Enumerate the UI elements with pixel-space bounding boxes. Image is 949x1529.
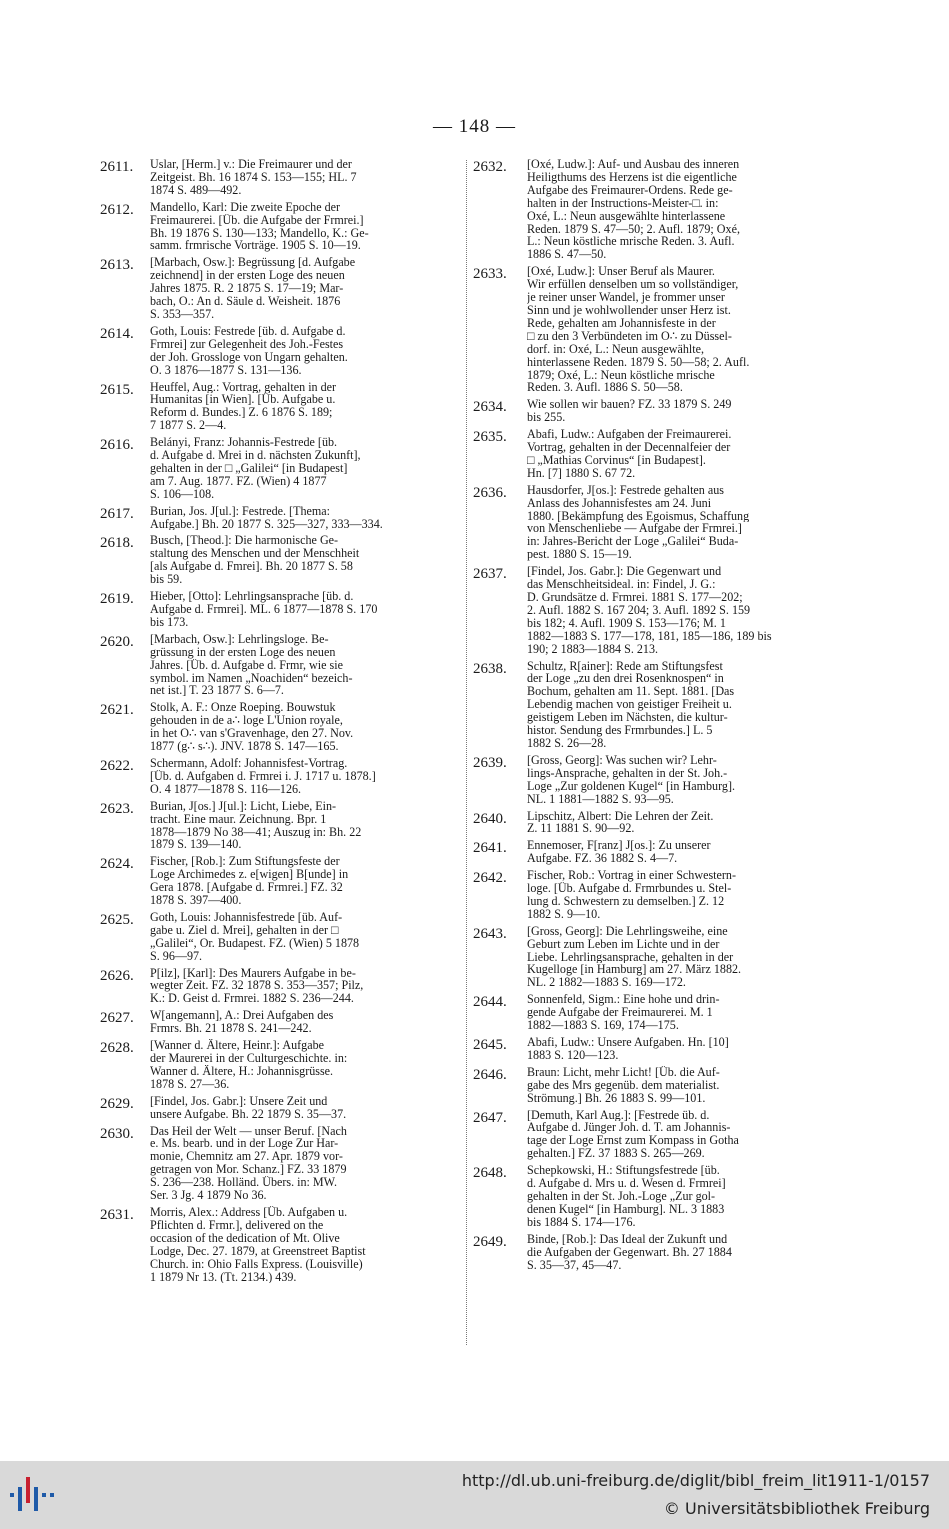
- entry-number: 2636.: [473, 484, 507, 501]
- entry-line: staltung des Menschen und der Menschheit: [150, 547, 360, 561]
- entry-text: [150, 800, 460, 852]
- entry-number: 2622.: [100, 757, 134, 774]
- entry-line: Abafi, Ludw.: Unsere Aufgaben. Hn. [10]: [527, 1036, 729, 1049]
- entry-number: 2646.: [473, 1066, 507, 1083]
- entry-line: 1878 S. 397—400.: [150, 894, 242, 907]
- entry-line: gabe des Mrs gegenüb. dem materialist.: [527, 1078, 720, 1092]
- entry-line: in: Jahres-Bericht der Loge „Galilei“ Buda-: [527, 535, 739, 549]
- entry-line: [Findel, Jos. Gabr.]: Die Gegenwart und: [527, 565, 722, 579]
- source-url-link[interactable]: http://dl.ub.uni-freiburg.de/diglit/bibl_freim_lit1911-1/0157: [461, 1471, 930, 1490]
- right-column: [473, 158, 845, 1271]
- entry-line: Humanitas [in Wien]. [Üb. Aufgabe u.: [150, 393, 336, 407]
- entry-line: der Joh. Grossloge von Ungarn gehalten.: [150, 350, 348, 364]
- entry-line: 1878 S. 27—36.: [150, 1077, 230, 1091]
- entry-line: D. Grundsätze d. Frmrei. 1881 S. 177—202;: [527, 591, 743, 604]
- entry-line: S. 106—108.: [150, 487, 215, 501]
- entry-line: [Marbach, Osw.]: Lehrlingsloge. Be-: [150, 632, 329, 646]
- entry-number: 2639.: [473, 754, 507, 771]
- entry-number: 2611.: [100, 159, 134, 175]
- entry-line: dorf. in: Oxé, L.: Neun ausgewählte,: [527, 342, 704, 356]
- entry-line: S. 236—238. Holländ. Übers. in: MW.: [150, 1176, 338, 1190]
- bibliography-entry: [100, 436, 460, 501]
- entry-number: 2644.: [473, 994, 507, 1011]
- entry-text: [150, 633, 460, 698]
- bibliography-entry: [473, 1164, 845, 1229]
- bibliography-entry: [100, 1009, 460, 1035]
- entry-line: Loge „Zur goldenen Kugel“ [in Hamburg].: [527, 779, 735, 793]
- entry-line: Reden. 3. Aufl. 1886 S. 50—58.: [527, 381, 683, 395]
- entry-line: tage der Loge Ernst zum Kompass in Gotha: [527, 1134, 739, 1148]
- entry-line: pest. 1880 S. 15—19.: [527, 548, 632, 562]
- entry-number: 2619.: [100, 591, 134, 608]
- entry-line: Bochum, gehalten am 11. Sept. 1881. [Das: [527, 685, 735, 699]
- entry-line: Schultz, R[ainer]: Rede am Stiftungsfest: [527, 659, 723, 673]
- entry-text: [150, 534, 460, 586]
- entry-line: W[angemann], A.: Drei Aufgaben des: [150, 1009, 334, 1023]
- entry-line: [Findel, Jos. Gabr.]: Unsere Zeit und: [150, 1094, 328, 1108]
- entry-number: 2633.: [473, 266, 507, 283]
- entry-text: [150, 505, 460, 531]
- entry-number: 2625.: [100, 911, 134, 928]
- entry-line: gehalten.] FZ. 37 1883 S. 265—269.: [527, 1147, 705, 1161]
- bibliography-entry: [100, 1039, 460, 1091]
- bibliography-entry: [473, 1036, 845, 1062]
- bibliography-entry: [473, 158, 845, 261]
- entry-line: occasion of the dedication of Mt. Olive: [150, 1231, 340, 1245]
- entry-line: wegter Zeit. FZ. 32 1878 S. 353—357; Pilz,: [150, 979, 364, 993]
- entry-text: [150, 911, 460, 963]
- entry-line: O. 3 1876—1877 S. 131—136.: [150, 363, 302, 377]
- entry-line: S. 96—97.: [150, 949, 203, 963]
- entry-number: 2614.: [100, 325, 134, 342]
- entry-number: 2643.: [473, 925, 507, 942]
- entry-line: samm. frmrische Vorträge. 1905 S. 10—19.: [150, 239, 361, 253]
- entry-line: von Menschenliebe — Aufgabe der Frmrei.]: [527, 522, 742, 536]
- entry-text: [150, 1125, 460, 1202]
- bibliography-entry: [100, 1095, 460, 1121]
- entry-number: 2642.: [473, 870, 507, 887]
- entry-line: bis 173.: [150, 615, 189, 629]
- entry-text: [150, 381, 460, 433]
- entry-line: d. Aufgabe d. Mrs u. d. Wesen d. Frmrei]: [527, 1177, 726, 1190]
- bibliography-entry: [100, 633, 460, 698]
- entry-line: Strömung.] Bh. 26 1883 S. 99—101.: [527, 1091, 706, 1105]
- entry-line: monie, Chemnitz am 27. Apr. 1879 vor-: [150, 1150, 343, 1164]
- entry-line: bis 59.: [150, 573, 183, 587]
- entry-number: 2635.: [473, 429, 507, 446]
- entry-number: 2629.: [100, 1095, 134, 1112]
- entry-line: Frmrs. Bh. 21 1878 S. 241—242.: [150, 1022, 312, 1036]
- entry-line: 1878—1879 No 38—41; Auszug in: Bh. 22: [150, 825, 362, 839]
- entry-line: Morris, Alex.: Address [Üb. Aufgaben u.: [150, 1205, 348, 1219]
- entry-text: [527, 1109, 845, 1161]
- entry-text: [527, 158, 845, 261]
- entry-line: die Aufgaben der Gegenwart. Bh. 27 1884: [527, 1245, 732, 1259]
- bibliography-entry: [100, 325, 460, 377]
- entry-line: Oxé, L.: Neun ausgewählte hinterlassene: [527, 209, 726, 223]
- entry-line: hinterlassene Reden. 1879 S. 50—58; 2. Aufl.: [527, 355, 750, 369]
- entry-line: je reiner unser Wandel, je frommer unser: [527, 291, 725, 304]
- entry-text: [527, 1036, 845, 1062]
- entry-text: [150, 1039, 460, 1091]
- bibliography-entry: [473, 869, 845, 921]
- entry-text: [150, 436, 460, 501]
- entry-line: 1882—1883 S. 177—178, 181, 185—186, 189 bis: [527, 629, 772, 643]
- bibliography-entry: [473, 265, 845, 394]
- entry-line: [Marbach, Osw.]: Begrüssung [d. Aufgabe: [150, 256, 356, 270]
- entry-number: 2620.: [100, 633, 134, 650]
- bibliography-entry: [100, 381, 460, 433]
- entry-line: [Gross, Georg]: Die Lehrlingsweihe, eine: [527, 924, 728, 938]
- entry-line: Goth, Louis: Festrede [üb. d. Aufgabe d.: [150, 324, 346, 338]
- entry-line: Wanner d. Ältere, H.: Johannisgrüsse.: [150, 1064, 334, 1078]
- entry-text: [527, 265, 845, 394]
- bibliography-entry: [100, 256, 460, 321]
- entry-line: halten in der Instructions-Meister-□. in:: [527, 196, 719, 210]
- entry-line: 1 1879 Nr 13. (Tt. 2134.) 439.: [150, 1270, 297, 1284]
- entry-line: Fischer, Rob.: Vortrag in einer Schwestern-: [527, 869, 736, 883]
- entry-line: [Gross, Georg]: Was suchen wir? Lehr-: [527, 753, 717, 767]
- entry-line: Aufgabe d. Frmrei]. ML. 6 1877—1878 S. 170: [150, 603, 378, 616]
- entry-line: Burian, Jos. J[ul.]: Festrede. [Thema:: [150, 504, 331, 518]
- bibliography-entry: [100, 1206, 460, 1283]
- entry-number: 2618.: [100, 535, 134, 552]
- bibliography-entry: [100, 1125, 460, 1202]
- bibliography-entry: [100, 911, 460, 963]
- entry-line: Anlass des Johannisfestes am 24. Juni: [527, 496, 712, 510]
- entry-text: [150, 590, 460, 629]
- entry-line: Lipschitz, Albert: Die Lehren der Zeit.: [527, 809, 714, 823]
- entry-line: Uslar, [Herm.] v.: Die Freimaurer und der: [150, 158, 352, 171]
- entry-line: lung d. Schwestern zu demselben.] Z. 12: [527, 894, 725, 908]
- entry-number: 2626.: [100, 967, 134, 984]
- entry-line: 1879 S. 139—140.: [150, 838, 242, 852]
- entry-line: bach, O.: An d. Säule d. Weisheit. 1876: [150, 295, 341, 308]
- entry-text: [150, 256, 460, 321]
- bibliography-entry: [100, 505, 460, 531]
- entry-line: 1877 (g∴ s∴). JNV. 1878 S. 147—165.: [150, 740, 339, 753]
- entry-line: symbol. im Namen „Noachiden“ bezeich-: [150, 671, 353, 685]
- entry-line: lings-Ansprache, gehalten in der St. Joh.-: [527, 766, 728, 780]
- entry-number: 2640.: [473, 810, 507, 827]
- entry-line: [Oxé, Ludw.]: Unser Beruf als Maurer.: [527, 265, 715, 279]
- entry-line: gehouden in de a∴ loge L'Union royale,: [150, 714, 343, 728]
- entry-text: [527, 565, 845, 655]
- ub-freiburg-logo-icon[interactable]: [8, 1473, 58, 1517]
- entry-text: [150, 967, 460, 1006]
- left-column: [100, 158, 460, 1283]
- bibliography-entry: [473, 484, 845, 561]
- entry-line: in het O∴ van s'Gravenhage, den 27. Nov.: [150, 727, 354, 741]
- bibliography-entry: [100, 701, 460, 753]
- entry-line: 1874 S. 489—492.: [150, 183, 242, 197]
- entry-text: [527, 1164, 845, 1229]
- entry-line: Kugelloge [in Hamburg] am 27. März 1882.: [527, 963, 742, 977]
- entry-line: 1882 S. 9—10.: [527, 907, 601, 921]
- entry-number: 2612.: [100, 201, 134, 218]
- entry-line: net ist.] T. 23 1877 S. 6—7.: [150, 684, 284, 698]
- entry-line: Ennemoser, F[ranz] J[os.]: Zu unserer: [527, 839, 711, 853]
- entry-text: [527, 993, 845, 1032]
- bibliography-entry: [100, 534, 460, 586]
- entry-number: 2616.: [100, 437, 134, 454]
- entry-line: 7 1877 S. 2—4.: [150, 419, 227, 433]
- entry-number: 2641.: [473, 840, 507, 857]
- entry-line: Heuffel, Aug.: Vortrag, gehalten in der: [150, 380, 337, 394]
- entry-line: „Galilei“, Or. Budapest. FZ. (Wien) 5 1878: [150, 936, 360, 950]
- entry-line: geistigem Leben im Nächsten, die kultur-: [527, 711, 728, 725]
- entry-line: Loge Archimedes z. e[wigen] B[unde] in: [150, 868, 349, 882]
- entry-line: bis 1884 S. 174—176.: [527, 1215, 636, 1229]
- entry-line: Aufgabe. FZ. 36 1882 S. 4—7.: [527, 852, 678, 866]
- entry-line: Gera 1878. [Aufgabe d. Frmrei.] FZ. 32: [150, 881, 343, 895]
- bibliography-entry: [473, 1109, 845, 1161]
- entry-number: 2632.: [473, 159, 507, 175]
- entry-line: Heiligthums des Herzens ist die eigentliche: [527, 170, 737, 184]
- entry-line: Busch, [Theod.]: Die harmonische Ge-: [150, 534, 339, 548]
- entry-line: 1886 S. 47—50.: [527, 248, 607, 262]
- entry-text: [150, 1095, 460, 1121]
- entry-line: Das Heil der Welt — unser Beruf. [Nach: [150, 1124, 347, 1138]
- entry-line: 1879; Oxé, L.: Neun köstliche mrische: [527, 368, 715, 382]
- entry-line: grüssung in der ersten Loge des neuen: [150, 645, 336, 659]
- entry-text: [150, 1009, 460, 1035]
- entry-line: Zeitgeist. Bh. 16 1874 S. 153—155; HL. 7: [150, 170, 357, 184]
- entry-line: Hausdorfer, J[os.]: Festrede gehalten aus: [527, 483, 724, 497]
- bibliography-entry: [100, 967, 460, 1006]
- entry-text: [527, 869, 845, 921]
- entry-text: [527, 925, 845, 990]
- entry-number: 2615.: [100, 381, 134, 398]
- bibliography-entry: [100, 855, 460, 907]
- entry-text: [150, 325, 460, 377]
- entry-text: [527, 839, 845, 865]
- entry-line: das Menschheitsideal. in: Findel, J. G.:: [527, 578, 716, 591]
- bibliography-entry: [473, 839, 845, 865]
- entry-line: der Loge „zu den drei Rosenknospen“ in: [527, 672, 724, 686]
- entry-line: am 7. Aug. 1877. FZ. (Wien) 4 1877: [150, 474, 327, 488]
- entry-text: [527, 810, 845, 836]
- entry-line: Frmrei] zur Gelegenheit des Joh.-Festes: [150, 337, 344, 351]
- entry-number: 2648.: [473, 1165, 507, 1182]
- bibliography-entry: [473, 1066, 845, 1105]
- bibliography-entry: [100, 201, 460, 253]
- entry-number: 2624.: [100, 856, 134, 873]
- entry-line: Wie sollen wir bauen? FZ. 33 1879 S. 249: [527, 398, 732, 412]
- entry-line: Pflichten d. Frmr.], delivered on the: [150, 1218, 324, 1232]
- entry-line: Abafi, Ludw.: Aufgaben der Freimaurerei.: [527, 428, 732, 442]
- entry-line: loge. [Üb. Aufgabe d. Frmrbundes u. Stel-: [527, 882, 732, 895]
- entry-line: Jahres. [Üb. d. Aufgabe d. Frmr, wie sie: [150, 658, 343, 672]
- entry-number: 2645.: [473, 1037, 507, 1053]
- entry-line: [Wanner d. Ältere, Heinr.]: Aufgabe: [150, 1039, 324, 1052]
- entry-text: [527, 660, 845, 750]
- entry-number: 2621.: [100, 702, 134, 719]
- column-divider: [466, 160, 467, 1345]
- bibliography-entry: [473, 754, 845, 806]
- entry-number: 2627.: [100, 1010, 134, 1027]
- entry-line: Hn. [7] 1880 S. 67 72.: [527, 466, 636, 480]
- bibliography-entry: [473, 660, 845, 750]
- entry-line: □ „Mathias Corvinus“ [in Budapest].: [527, 453, 706, 467]
- entry-line: d. Aufgabe d. Mrei in d. nächsten Zukunft],: [150, 449, 361, 462]
- entry-line: [als Aufgabe d. Fmrei]. Bh. 20 1877 S. 58: [150, 560, 353, 574]
- entry-line: gehalten in der St. Joh.-Loge „Zur gol-: [527, 1189, 716, 1203]
- entry-number: 2623.: [100, 800, 134, 817]
- entry-line: Rede, gehalten am Johannisfeste in der: [527, 316, 716, 330]
- entry-line: Goth, Louis: Johannisfestrede [üb. Auf-: [150, 910, 343, 924]
- entry-line: zeichnend] in der ersten Loge des neuen: [150, 269, 345, 283]
- entry-line: denen Kugel“ [in Hamburg]. NL. 3 1883: [527, 1202, 725, 1216]
- entry-line: [Oxé, Ludw.]: Auf- und Ausbau des inneren: [527, 158, 740, 171]
- entry-line: bis 255.: [527, 411, 566, 425]
- entry-text: [527, 1233, 845, 1272]
- entry-line: S. 353—357.: [150, 307, 215, 321]
- bibliography-entry: [100, 590, 460, 629]
- entry-line: tracht. Eine maur. Zeichnung. Bpr. 1: [150, 812, 327, 826]
- entry-line: Reform d. Bundes.] Z. 6 1876 S. 189;: [150, 406, 333, 420]
- entry-line: histor. Sendung des Frmrbundes.] L. 5: [527, 724, 713, 737]
- entry-text: [150, 701, 460, 753]
- entry-line: NL. 2 1882—1883 S. 169—172.: [527, 976, 686, 990]
- entry-text: [527, 398, 845, 424]
- entry-line: Ser. 3 Jg. 4 1879 No 36.: [150, 1189, 267, 1202]
- entry-line: 1882—1883 S. 169, 174—175.: [527, 1019, 679, 1032]
- entry-line: e. Ms. bearb. und in der Loge Zur Har-: [150, 1137, 339, 1151]
- entry-line: □ zu den 3 Verbündeten im O∴ zu Düssel-: [527, 329, 732, 343]
- entry-line: Wir erfüllen denselben um so vollständiger,: [527, 278, 739, 292]
- bibliography-entry: [100, 158, 460, 197]
- entry-line: getragen von Mor. Schanz.] FZ. 33 1879: [150, 1163, 347, 1177]
- entry-line: gehalten in der □ „Galilei“ [in Budapest]: [150, 461, 348, 475]
- entry-number: 2637.: [473, 566, 507, 583]
- entry-line: Binde, [Rob.]: Das Ideal der Zukunft und: [527, 1232, 728, 1246]
- entry-line: Aufgabe d. Jünger Joh. d. T. am Johannis-: [527, 1121, 731, 1135]
- entry-line: Aufgabe.] Bh. 20 1877 S. 325—327, 333—334.: [150, 517, 383, 531]
- entry-line: 2. Aufl. 1882 S. 167 204; 3. Aufl. 1892 S. 159: [527, 603, 751, 617]
- entry-line: O. 4 1877—1878 S. 116—126.: [150, 782, 302, 796]
- bibliography-entry: [473, 810, 845, 836]
- entry-line: 190; 2 1883—1884 S. 213.: [527, 642, 659, 656]
- entry-line: Liebe. Lehrlingsansprache, gehalten in der: [527, 950, 734, 964]
- entry-line: Braun: Licht, mehr Licht! [Üb. die Auf-: [527, 1065, 720, 1079]
- entry-line: Jahres 1875. R. 2 1875 S. 17—19; Mar-: [150, 282, 344, 296]
- entry-text: [527, 484, 845, 561]
- entry-line: Lodge, Dec. 27. 1879, at Greenstreet Baptist: [150, 1244, 366, 1258]
- entry-line: [Üb. d. Aufgaben d. Frmrei i. J. 1717 u. 1878.]: [150, 769, 376, 783]
- bibliography-entry: [473, 925, 845, 990]
- entry-number: 2617.: [100, 505, 134, 522]
- entry-line: Vortrag, gehalten in der Decennalfeier der: [527, 441, 731, 454]
- bibliography-entry: [473, 428, 845, 480]
- entry-line: bis 182; 4. Aufl. 1909 S. 153—176; M. 1: [527, 616, 726, 630]
- entry-line: Z. 11 1881 S. 90—92.: [527, 822, 635, 836]
- entry-text: [527, 1066, 845, 1105]
- entry-line: Reden. 1879 S. 47—50; 2. Aufl. 1879; Oxé,: [527, 222, 740, 236]
- bibliography-entry: [473, 398, 845, 424]
- entry-line: Lebendig machen von geistiger Freiheit u.: [527, 698, 732, 712]
- entry-line: Schepkowski, H.: Stiftungsfestrede [üb.: [527, 1164, 720, 1178]
- entry-line: der Maurerei in der Culturgeschichte. in:: [150, 1052, 348, 1065]
- entry-text: [527, 428, 845, 480]
- entry-number: 2613.: [100, 257, 134, 274]
- entry-text: [150, 158, 460, 197]
- bibliography-entry: [100, 800, 460, 852]
- bibliography-entry: [473, 1233, 845, 1272]
- entry-text: [150, 855, 460, 907]
- entry-number: 2638.: [473, 660, 507, 677]
- entry-line: S. 35—37, 45—47.: [527, 1258, 622, 1272]
- entry-line: Freimaurerei. [Üb. die Aufgabe der Frmrei.]: [150, 213, 364, 227]
- entry-text: [150, 1206, 460, 1283]
- entry-line: NL. 1 1881—1882 S. 93—95.: [527, 792, 674, 806]
- bibliography-entry: [100, 757, 460, 796]
- entry-line: Burian, J[os.] J[ul.]: Licht, Liebe, Ein-: [150, 799, 337, 813]
- entry-number: 2628.: [100, 1040, 134, 1057]
- entry-number: 2647.: [473, 1109, 507, 1126]
- entry-line: P[ilz], [Karl]: Des Maurers Aufgabe in be-: [150, 966, 356, 980]
- entry-line: Church. in: Ohio Falls Express. (Louisville): [150, 1257, 363, 1271]
- copyright-text: © Universitätsbibliothek Freiburg: [663, 1499, 930, 1518]
- entry-line: K.: D. Geist d. Frmrei. 1882 S. 236—244.: [150, 992, 354, 1006]
- bibliography-entry: [473, 993, 845, 1032]
- entry-line: Sinn und je wohlwollender unser Herz ist.: [527, 303, 731, 317]
- entry-line: L.: Neun köstliche mrische Reden. 3. Aufl.: [527, 235, 735, 249]
- entry-line: Hieber, [Otto]: Lehrlingsansprache [üb. d.: [150, 590, 354, 603]
- entry-line: 1883 S. 120—123.: [527, 1048, 619, 1062]
- entry-line: Bh. 19 1876 S. 130—133; Mandello, K.: Ge-: [150, 226, 369, 240]
- entry-number: 2649.: [473, 1233, 507, 1250]
- footer-bar: [0, 1461, 949, 1529]
- entry-line: Schermann, Adolf: Johannisfest-Vortrag.: [150, 756, 348, 770]
- entry-number: 2631.: [100, 1206, 134, 1223]
- entry-line: gende Aufgabe der Freimaurerei. M. 1: [527, 1006, 713, 1020]
- entry-line: Belányi, Franz: Johannis-Festrede [üb.: [150, 436, 338, 450]
- entry-line: Geburt zum Leben im Lichte und in der: [527, 937, 720, 951]
- entry-text: [150, 757, 460, 796]
- entry-line: unsere Aufgabe. Bh. 22 1879 S. 35—37.: [150, 1107, 347, 1121]
- entry-line: gabe u. Ziel d. Mrei], gehalten in der □: [150, 923, 339, 937]
- entry-line: Sonnenfeld, Sigm.: Eine hohe und drin-: [527, 993, 720, 1007]
- entry-number: 2634.: [473, 399, 507, 416]
- entry-text: [150, 201, 460, 253]
- entry-line: Aufgabe des Freimaurer-Ordens. Rede ge-: [527, 183, 733, 197]
- page-number: — 148 —: [433, 116, 516, 137]
- entry-line: 1882 S. 26—28.: [527, 736, 607, 750]
- entry-number: 2630.: [100, 1125, 134, 1142]
- entry-text: [527, 754, 845, 806]
- entry-line: 1880. [Bekämpfung des Egoismus, Schaffung: [527, 509, 750, 523]
- entry-line: Mandello, Karl: Die zweite Epoche der: [150, 200, 341, 214]
- entry-line: Stolk, A. F.: Onze Roeping. Bouwstuk: [150, 701, 336, 715]
- bibliography-entry: [473, 565, 845, 655]
- entry-line: [Demuth, Karl Aug.]: [Festrede üb. d.: [527, 1108, 710, 1122]
- entry-line: Fischer, [Rob.]: Zum Stiftungsfeste der: [150, 855, 340, 869]
